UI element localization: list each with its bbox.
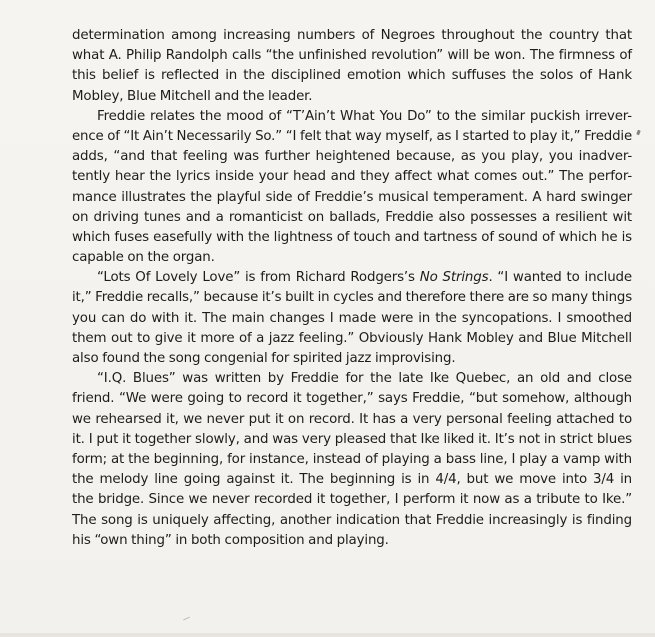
text-line: the melody line going against it. The beginning is in 4/4, but we move into 3/4 in [72, 472, 632, 488]
page-bottom-edge [0, 633, 655, 637]
text-line: ence of “It Ain’t Necessarily So.” “I felt that way myself, as I started to play it,” Freddie [72, 128, 632, 144]
scan-speck [183, 617, 190, 621]
text-line: form; at the beginning, for instance, instead of playing a bass line, I play a vamp with [72, 451, 632, 467]
text-line: them out to give it more of a jazz feeling.” Obviously Hank Mobley and Blue Mitchell [72, 330, 632, 346]
text-line: The song is uniquely affecting, another indication that Freddie increasingly is finding [72, 512, 632, 528]
text-line: tently hear the lyrics inside your head and they affect what comes out.” The perfor- [72, 169, 632, 185]
text-line: mance illustrates the playful side of Freddie’s musical temperament. A hard swinger [72, 189, 632, 205]
text-line: friend. “We were going to record it together,” says Freddie, “but somehow, although [72, 391, 632, 407]
scan-speck [636, 130, 641, 136]
text-line: on driving tunes and a romanticist on ballads, Freddie also possesses a resilient wit [72, 209, 632, 225]
text-line: adds, “and that feeling was further heightened because, as you play, you inadver- [72, 149, 632, 165]
text-line: this belief is reflected in the disciplined emotion which suffuses the solos of Hank [72, 68, 632, 84]
text-line: determination among increasing numbers of Negroes throughout the country that [72, 28, 632, 43]
text-segment: “Lots Of Lovely Love” is from Richard Rodgers’s [97, 270, 420, 286]
text-line: what A. Philip Randolph calls “the unfinished revolution” will be won. The firmness of [72, 48, 632, 64]
text-line: it. I put it together slowly, and was very pleased that Ike liked it. It’s not in strict blues [72, 431, 632, 447]
text-line: “I.Q. Blues” was written by Freddie for the late Ike Quebec, an old and close [97, 371, 632, 387]
text-line: his “own thing” in both composition and playing. [72, 532, 389, 548]
text-line: which fuses easefully with the lightness of touch and tartness of sound of which he is [72, 229, 632, 245]
text-line: it,” Freddie recalls,” because it’s built in cycles and therefore there are so many things [72, 290, 632, 306]
text-segment: . “I wanted to include [488, 270, 632, 286]
text-line: capable on the organ. [72, 250, 215, 266]
text-line: also found the song congenial for spirited jazz improvising. [72, 351, 456, 366]
text-line: the bridge. Since we never recorded it together, I perform it now as a tribute to Ike.” [72, 492, 632, 508]
text-line: you can do with it. The main changes I made were in the syncopations. I smoothed [72, 310, 632, 326]
text-line: we rehearsed it, we never put it on record. It has a very personal feeling attached to [72, 411, 632, 427]
liner-notes-text [72, 26, 632, 551]
text-line: Mobley, Blue Mitchell and the leader. [72, 88, 313, 104]
text-line: Freddie relates the mood of “T’Ain’t What You Do” to the similar puckish irrever- [97, 108, 632, 124]
text-line [72, 268, 632, 288]
album-title-italic: No Strings [419, 270, 489, 286]
